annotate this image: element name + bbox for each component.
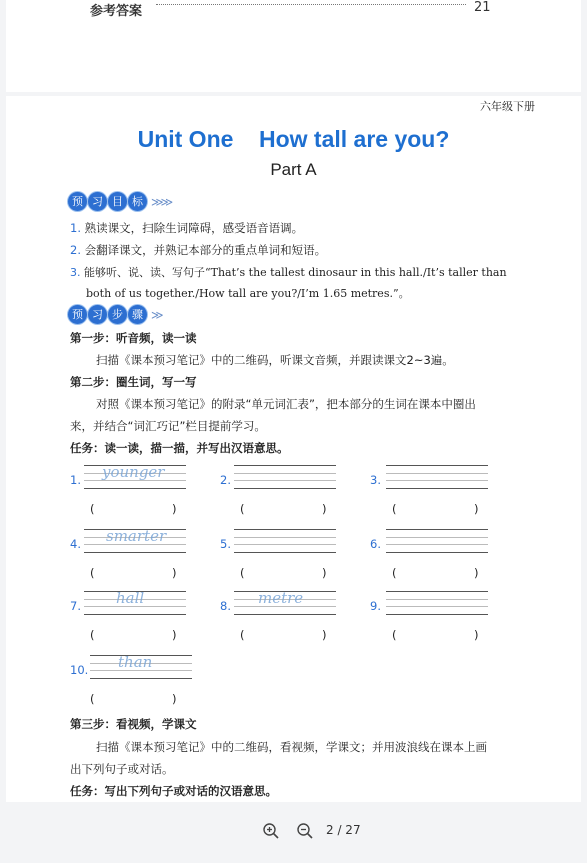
goal-text: 会翻译课文，并熟记本部分的重点单词和短语。: [84, 243, 327, 257]
page-indicator: 2 / 27: [326, 823, 361, 837]
step1-title: 第一步：听音频，读一读: [70, 331, 197, 345]
goal-number: 1.: [70, 221, 81, 235]
handwriting-lines: [234, 465, 336, 489]
answer-paren-left: (: [90, 628, 95, 642]
answer-paren-left: (: [90, 502, 95, 516]
step3-text: 扫描《课本预习笔记》中的二维码，看视频，学课文；并用波浪线在课本上画: [96, 740, 487, 754]
goal-item: [70, 220, 303, 236]
step2-title: 第二步：圈生词，写一写: [70, 375, 197, 389]
pill-char: 习: [88, 305, 107, 324]
goal-number: 2.: [70, 243, 81, 257]
answer-paren-left: (: [90, 566, 95, 580]
answer-paren-left: (: [392, 566, 397, 580]
step1-text: 扫描《课本预习笔记》中的二维码，听课文音频，并跟读课文2~3遍。: [96, 353, 454, 367]
answer-paren-right: ): [474, 566, 479, 580]
goal-text: 熟读课文，扫除生词障碍，感受语音语调。: [84, 221, 304, 235]
answer-paren-left: (: [90, 692, 95, 706]
trace-word: younger: [102, 463, 165, 481]
answer-paren-right: ): [322, 628, 327, 642]
toc-entry-title: 参考答案: [90, 4, 143, 19]
answer-paren-right: ): [172, 628, 177, 642]
pill-char: 目: [108, 192, 127, 211]
zoom-out-icon[interactable]: [296, 822, 314, 840]
exercise-number: 2.: [220, 473, 231, 487]
arrows-icon: ≫≫: [151, 194, 171, 209]
toc-entry-page: 21: [474, 0, 491, 15]
handwriting-lines: [386, 465, 488, 489]
answer-paren-right: ): [172, 502, 177, 516]
trace-word: than: [118, 653, 153, 671]
answer-paren-left: (: [240, 628, 245, 642]
answer-paren-left: (: [392, 628, 397, 642]
answer-paren-left: (: [392, 502, 397, 516]
goal-text: 能够听、说、读、写句子“That’s the tallest dinosaur in this hall./It’s taller than: [84, 266, 507, 279]
answer-paren-right: ): [474, 628, 479, 642]
zoom-in-icon[interactable]: [262, 822, 280, 840]
section-preview-steps-header: [68, 305, 161, 324]
step3-title: 第三步：看视频，学课文: [70, 717, 197, 731]
answer-paren-right: ): [322, 502, 327, 516]
handwriting-lines: [386, 529, 488, 553]
answer-paren-left: (: [240, 566, 245, 580]
answer-paren-right: ): [474, 502, 479, 516]
current-page: [6, 96, 581, 802]
exercise-number: 10.: [70, 663, 89, 677]
previous-page: [6, 0, 581, 92]
toc-dot-leader: [156, 4, 466, 5]
exercise-number: 3.: [370, 473, 381, 487]
handwriting-lines: [386, 591, 488, 615]
answer-paren-left: (: [240, 502, 245, 516]
exercise-number: 7.: [70, 599, 81, 613]
grade-label: 六年级下册: [480, 100, 535, 113]
step2-text-continued: 来，并结合“词汇巧记”栏目提前学习。: [70, 419, 266, 433]
goal-text-continued: both of us together./How tall are you?/I’m 1.65 metres.”。: [86, 287, 410, 300]
unit-title: Unit One How tall are you?: [137, 126, 450, 152]
answer-paren-right: ): [322, 566, 327, 580]
pill-char: 骤: [128, 305, 147, 324]
page-toolbar: [0, 812, 587, 850]
exercise-number: 9.: [370, 599, 381, 613]
goal-item: [70, 242, 326, 258]
trace-word: metre: [258, 589, 304, 607]
pill-char: 预: [68, 192, 87, 211]
pill-char: 标: [128, 192, 147, 211]
answer-paren-right: ): [172, 566, 177, 580]
answer-paren-right: ): [172, 692, 177, 706]
exercise-number: 4.: [70, 537, 81, 551]
trace-word: hall: [116, 589, 145, 607]
task1-title: 任务：读一读，描一描，并写出汉语意思。: [70, 441, 289, 455]
section-preview-goals-header: [68, 192, 170, 211]
arrows-icon: ≫: [151, 307, 161, 322]
goal-item: [70, 264, 507, 280]
pill-char: 预: [68, 305, 87, 324]
exercise-number: 1.: [70, 473, 81, 487]
exercise-number: 8.: [220, 599, 231, 613]
task2-title: 任务：写出下列句子或对话的汉语意思。: [70, 784, 277, 798]
trace-word: smarter: [106, 527, 167, 545]
exercise-number: 5.: [220, 537, 231, 551]
step2-text: 对照《课本预习笔记》的附录“单元词汇表”，把本部分的生词在课本中圈出: [96, 397, 476, 411]
pill-char: 习: [88, 192, 107, 211]
handwriting-lines: [234, 529, 336, 553]
part-title: Part A: [270, 160, 317, 179]
step3-text-continued: 出下列句子或对话。: [70, 762, 174, 776]
exercise-number: 6.: [370, 537, 381, 551]
goal-number: 3.: [70, 266, 81, 279]
pill-char: 步: [108, 305, 127, 324]
